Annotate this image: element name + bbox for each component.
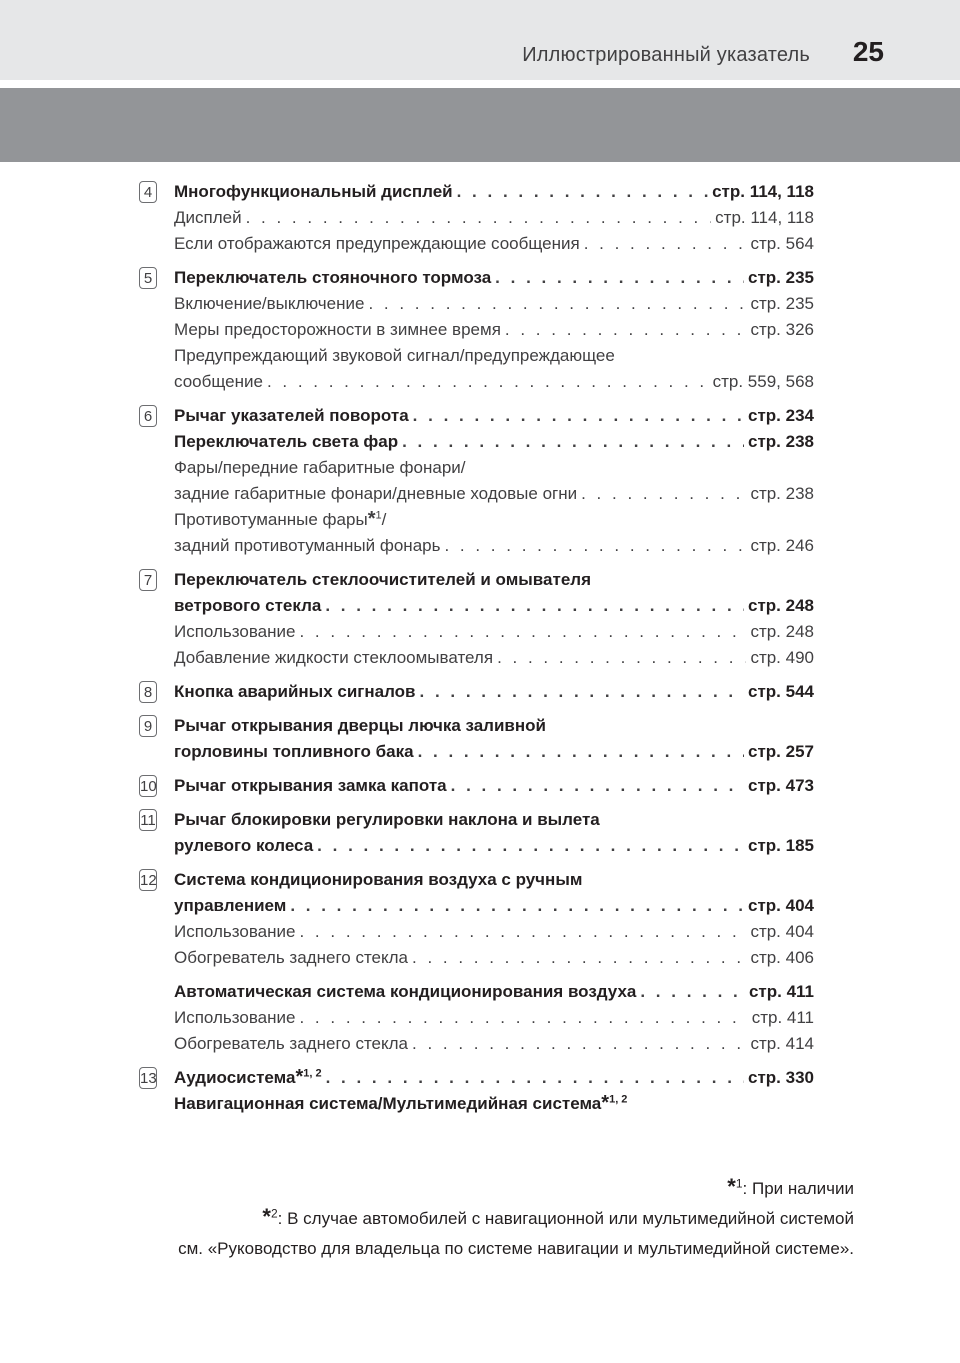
index-line-with-page	[174, 205, 814, 231]
entry-text	[174, 919, 295, 945]
entry-label: Переключатель стояночного тормоза	[174, 268, 492, 287]
index-line-with-page	[174, 533, 814, 559]
dot-leader	[326, 1065, 744, 1091]
entry-label: управлением	[174, 896, 287, 915]
footnote	[178, 1204, 854, 1231]
dot-leader	[444, 533, 746, 559]
entry-label: Аудиосистема	[174, 1068, 296, 1087]
entry-text	[174, 593, 321, 619]
index-line-with-page	[174, 429, 814, 455]
index-entry	[0, 679, 960, 705]
entry-text	[174, 265, 491, 291]
page-reference-link[interactable]: стр. 257	[748, 742, 814, 761]
footnote	[178, 1237, 854, 1261]
section-title: Иллюстрированный указатель	[522, 44, 810, 66]
footnote-ref: 1	[375, 509, 382, 522]
entry-label: Если отображаются предупреждающие сообщения	[174, 234, 580, 253]
dot-leader	[317, 833, 744, 859]
dot-leader	[413, 403, 744, 429]
footnote-number: 2	[270, 1206, 278, 1221]
footnote-text: см. «Руководство для владельца по системе навигации и мультимедийной системе».	[178, 1239, 854, 1258]
footnote-star: *	[601, 1092, 610, 1114]
dot-leader	[290, 893, 744, 919]
entry-label: Использование	[174, 1008, 296, 1027]
entry-text	[174, 429, 398, 455]
entry-label: Противотуманные фары	[174, 510, 368, 529]
index-line-with-page	[174, 773, 814, 799]
entry-label: Переключатель стеклоочистителей и омывателя	[174, 570, 591, 589]
entry-label: Использование	[174, 922, 296, 941]
footnote-star: *	[262, 1204, 271, 1229]
index-entry	[0, 265, 960, 395]
entry-label: Дисплей	[174, 208, 242, 227]
index-line-with-page	[174, 739, 814, 765]
index-line-with-page	[174, 945, 814, 971]
dot-leader	[412, 945, 746, 971]
page-reference-link[interactable]: стр. 411	[751, 1008, 814, 1027]
entry-text	[174, 291, 364, 317]
footnote	[178, 1174, 854, 1201]
dot-leader	[299, 1005, 747, 1031]
entry-label: сообщение	[174, 372, 263, 391]
footnote-star: *	[727, 1174, 736, 1199]
index-entry	[0, 567, 960, 671]
index-entry	[0, 807, 960, 859]
dot-leader	[581, 481, 746, 507]
page-reference-link[interactable]: стр. 326	[750, 320, 814, 339]
entry-label: Обогреватель заднего стекла	[174, 1034, 408, 1053]
dot-leader	[505, 317, 747, 343]
page-reference-link[interactable]: стр. 544	[748, 682, 814, 701]
page-reference-link[interactable]: стр. 248	[750, 622, 814, 641]
index-entry	[0, 979, 960, 1057]
entry-text	[174, 481, 577, 507]
page-reference-link[interactable]: стр. 559, 568	[712, 372, 814, 391]
entry-text	[174, 833, 313, 859]
entry-text	[174, 979, 636, 1005]
entry-text	[174, 1005, 295, 1031]
index-line	[174, 455, 814, 481]
index-line-with-page	[174, 369, 814, 395]
dot-leader	[640, 979, 745, 1005]
index-line-with-page	[174, 317, 814, 343]
page-reference-link[interactable]: стр. 114, 118	[715, 208, 814, 227]
entry-label: Рычаг открывания дверцы лючка заливной	[174, 716, 546, 735]
entry-label: Рычаг блокировки регулировки наклона и вылета	[174, 810, 600, 829]
index-line-with-page	[174, 593, 814, 619]
index-line-with-page	[174, 919, 814, 945]
entry-label: ветрового стекла	[174, 596, 322, 615]
entry-text	[174, 773, 447, 799]
entry-label: задние габаритные фонари/дневные ходовые огни	[174, 484, 578, 503]
index-line	[174, 567, 814, 593]
entry-label: Система кондиционирования воздуха с ручным	[174, 870, 583, 889]
page-reference-link[interactable]: стр. 248	[748, 596, 814, 615]
index-line-with-page	[174, 619, 814, 645]
index-line-with-page	[174, 1065, 814, 1091]
index-line	[174, 507, 814, 533]
index-entry	[0, 867, 960, 971]
dot-leader	[457, 179, 708, 205]
item-number-badge: 8	[139, 681, 157, 703]
entry-label: Многофункциональный дисплей	[174, 182, 453, 201]
entry-label: Кнопка аварийных сигналов	[174, 682, 416, 701]
page-reference-link[interactable]: стр. 404	[750, 922, 814, 941]
page-reference-link[interactable]: стр. 234	[748, 406, 814, 425]
entry-label: Навигационная система/Мультимедийная система	[174, 1094, 602, 1113]
page-reference-link[interactable]: стр. 235	[750, 294, 814, 313]
page-reference-link[interactable]: стр. 473	[748, 776, 814, 795]
entry-text	[174, 533, 440, 559]
index-entry	[0, 179, 960, 257]
dot-leader	[495, 265, 744, 291]
index-line-with-page	[174, 1031, 814, 1057]
footnote-text: : В случае автомобилей с навигационной или мультимедийной системой	[277, 1209, 854, 1228]
entry-label: Рычаг указателей поворота	[174, 406, 409, 425]
dot-leader	[299, 619, 746, 645]
index-line-with-page	[174, 231, 814, 257]
page-reference-link[interactable]: стр. 235	[748, 268, 814, 287]
index-entry	[0, 713, 960, 765]
entry-label: Включение/выключение	[174, 294, 365, 313]
page-reference-link[interactable]: стр. 490	[750, 648, 814, 667]
entry-text	[174, 507, 386, 533]
entry-text	[174, 645, 493, 671]
dot-leader	[402, 429, 744, 455]
item-number-badge: 10	[139, 775, 157, 797]
page-reference-link[interactable]: стр. 411	[748, 982, 814, 1001]
entry-text	[174, 893, 286, 919]
index-line	[174, 867, 814, 893]
entry-text	[174, 1065, 322, 1091]
dot-leader	[325, 593, 744, 619]
page-reference-link[interactable]: стр. 114, 118	[712, 182, 814, 201]
entry-label: Обогреватель заднего стекла	[174, 948, 408, 967]
page-reference-link[interactable]: стр. 564	[750, 234, 814, 253]
entry-suffix: /	[381, 510, 387, 529]
footnote-star: *	[367, 508, 376, 530]
index-line	[174, 1091, 814, 1117]
entry-label: Меры предосторожности в зимнее время	[174, 320, 501, 339]
index-line	[174, 343, 814, 369]
dot-leader	[418, 739, 744, 765]
entry-text	[174, 205, 242, 231]
page-number: 25	[852, 36, 884, 67]
item-number-badge: 13	[139, 1067, 157, 1089]
index-line-with-page	[174, 893, 814, 919]
entry-text	[174, 619, 295, 645]
item-number-badge: 5	[139, 267, 157, 289]
item-number-badge: 9	[139, 715, 157, 737]
entry-text	[174, 317, 501, 343]
entry-label: Автоматическая система кондиционирования воздуха	[174, 982, 637, 1001]
index-line-with-page	[174, 645, 814, 671]
entry-text	[174, 1031, 408, 1057]
index-line-with-page	[174, 481, 814, 507]
dot-leader	[420, 679, 745, 705]
footnote-number: 1	[735, 1176, 743, 1191]
page-reference-link[interactable]: стр. 330	[748, 1068, 814, 1087]
entry-text	[174, 179, 453, 205]
dot-leader	[299, 919, 746, 945]
index-entry	[0, 403, 960, 559]
footnote-star: *	[295, 1066, 304, 1088]
entry-label: задний противотуманный фонарь	[174, 536, 441, 555]
entry-text	[174, 231, 580, 257]
page-reference-link[interactable]: стр. 406	[750, 948, 814, 967]
item-number-badge: 6	[139, 405, 157, 427]
dot-leader	[368, 291, 746, 317]
item-number-badge: 11	[139, 809, 157, 831]
dot-leader	[412, 1031, 746, 1057]
index-line-with-page	[174, 979, 814, 1005]
entry-label: Предупреждающий звуковой сигнал/предупреждающее	[174, 346, 615, 365]
entry-text	[174, 369, 263, 395]
header-band	[0, 0, 960, 80]
entry-label: горловины топливного бака	[174, 742, 414, 761]
dot-leader	[451, 773, 744, 799]
entry-label: Использование	[174, 622, 296, 641]
entry-text	[174, 1091, 627, 1117]
footnotes	[178, 1174, 854, 1267]
entry-label: Переключатель света фар	[174, 432, 399, 451]
item-number-badge: 4	[139, 181, 157, 203]
page-reference-link[interactable]: стр. 404	[748, 896, 814, 915]
index-list	[0, 179, 960, 1125]
entry-text	[174, 713, 546, 739]
index-entry	[0, 773, 960, 799]
entry-text	[174, 739, 414, 765]
index-line-with-page	[174, 679, 814, 705]
entry-text	[174, 403, 409, 429]
entry-label: Добавление жидкости стеклоомывателя	[174, 648, 494, 667]
dot-leader	[267, 369, 709, 395]
index-line	[174, 713, 814, 739]
page-reference-link[interactable]: стр. 238	[748, 432, 814, 451]
index-line	[174, 807, 814, 833]
index-line-with-page	[174, 1005, 814, 1031]
index-line-with-page	[174, 403, 814, 429]
page-reference-link[interactable]: стр. 238	[750, 484, 814, 503]
page-reference-link[interactable]: стр. 414	[750, 1034, 814, 1053]
dot-leader	[584, 231, 747, 257]
index-line-with-page	[174, 291, 814, 317]
item-number-badge: 7	[139, 569, 157, 591]
entry-text	[174, 455, 466, 481]
entry-text	[174, 567, 591, 593]
index-entry	[0, 1065, 960, 1117]
entry-text	[174, 679, 416, 705]
illustration-band	[0, 88, 960, 162]
footnote-ref: 1, 2	[609, 1093, 628, 1106]
index-line-with-page	[174, 179, 814, 205]
entry-text	[174, 867, 582, 893]
entry-text	[174, 945, 408, 971]
footnote-ref: 1, 2	[303, 1067, 322, 1080]
entry-label: Рычаг открывания замка капота	[174, 776, 447, 795]
entry-text	[174, 343, 615, 369]
item-number-badge: 12	[139, 869, 157, 891]
entry-label: Фары/передние габаритные фонари/	[174, 458, 466, 477]
footnote-text: : При наличии	[742, 1179, 854, 1198]
page-reference-link[interactable]: стр. 185	[748, 836, 814, 855]
index-line-with-page	[174, 265, 814, 291]
dot-leader	[497, 645, 746, 671]
dot-leader	[246, 205, 712, 231]
page-reference-link[interactable]: стр. 246	[750, 536, 814, 555]
entry-text	[174, 807, 600, 833]
entry-label: рулевого колеса	[174, 836, 314, 855]
index-line-with-page	[174, 833, 814, 859]
